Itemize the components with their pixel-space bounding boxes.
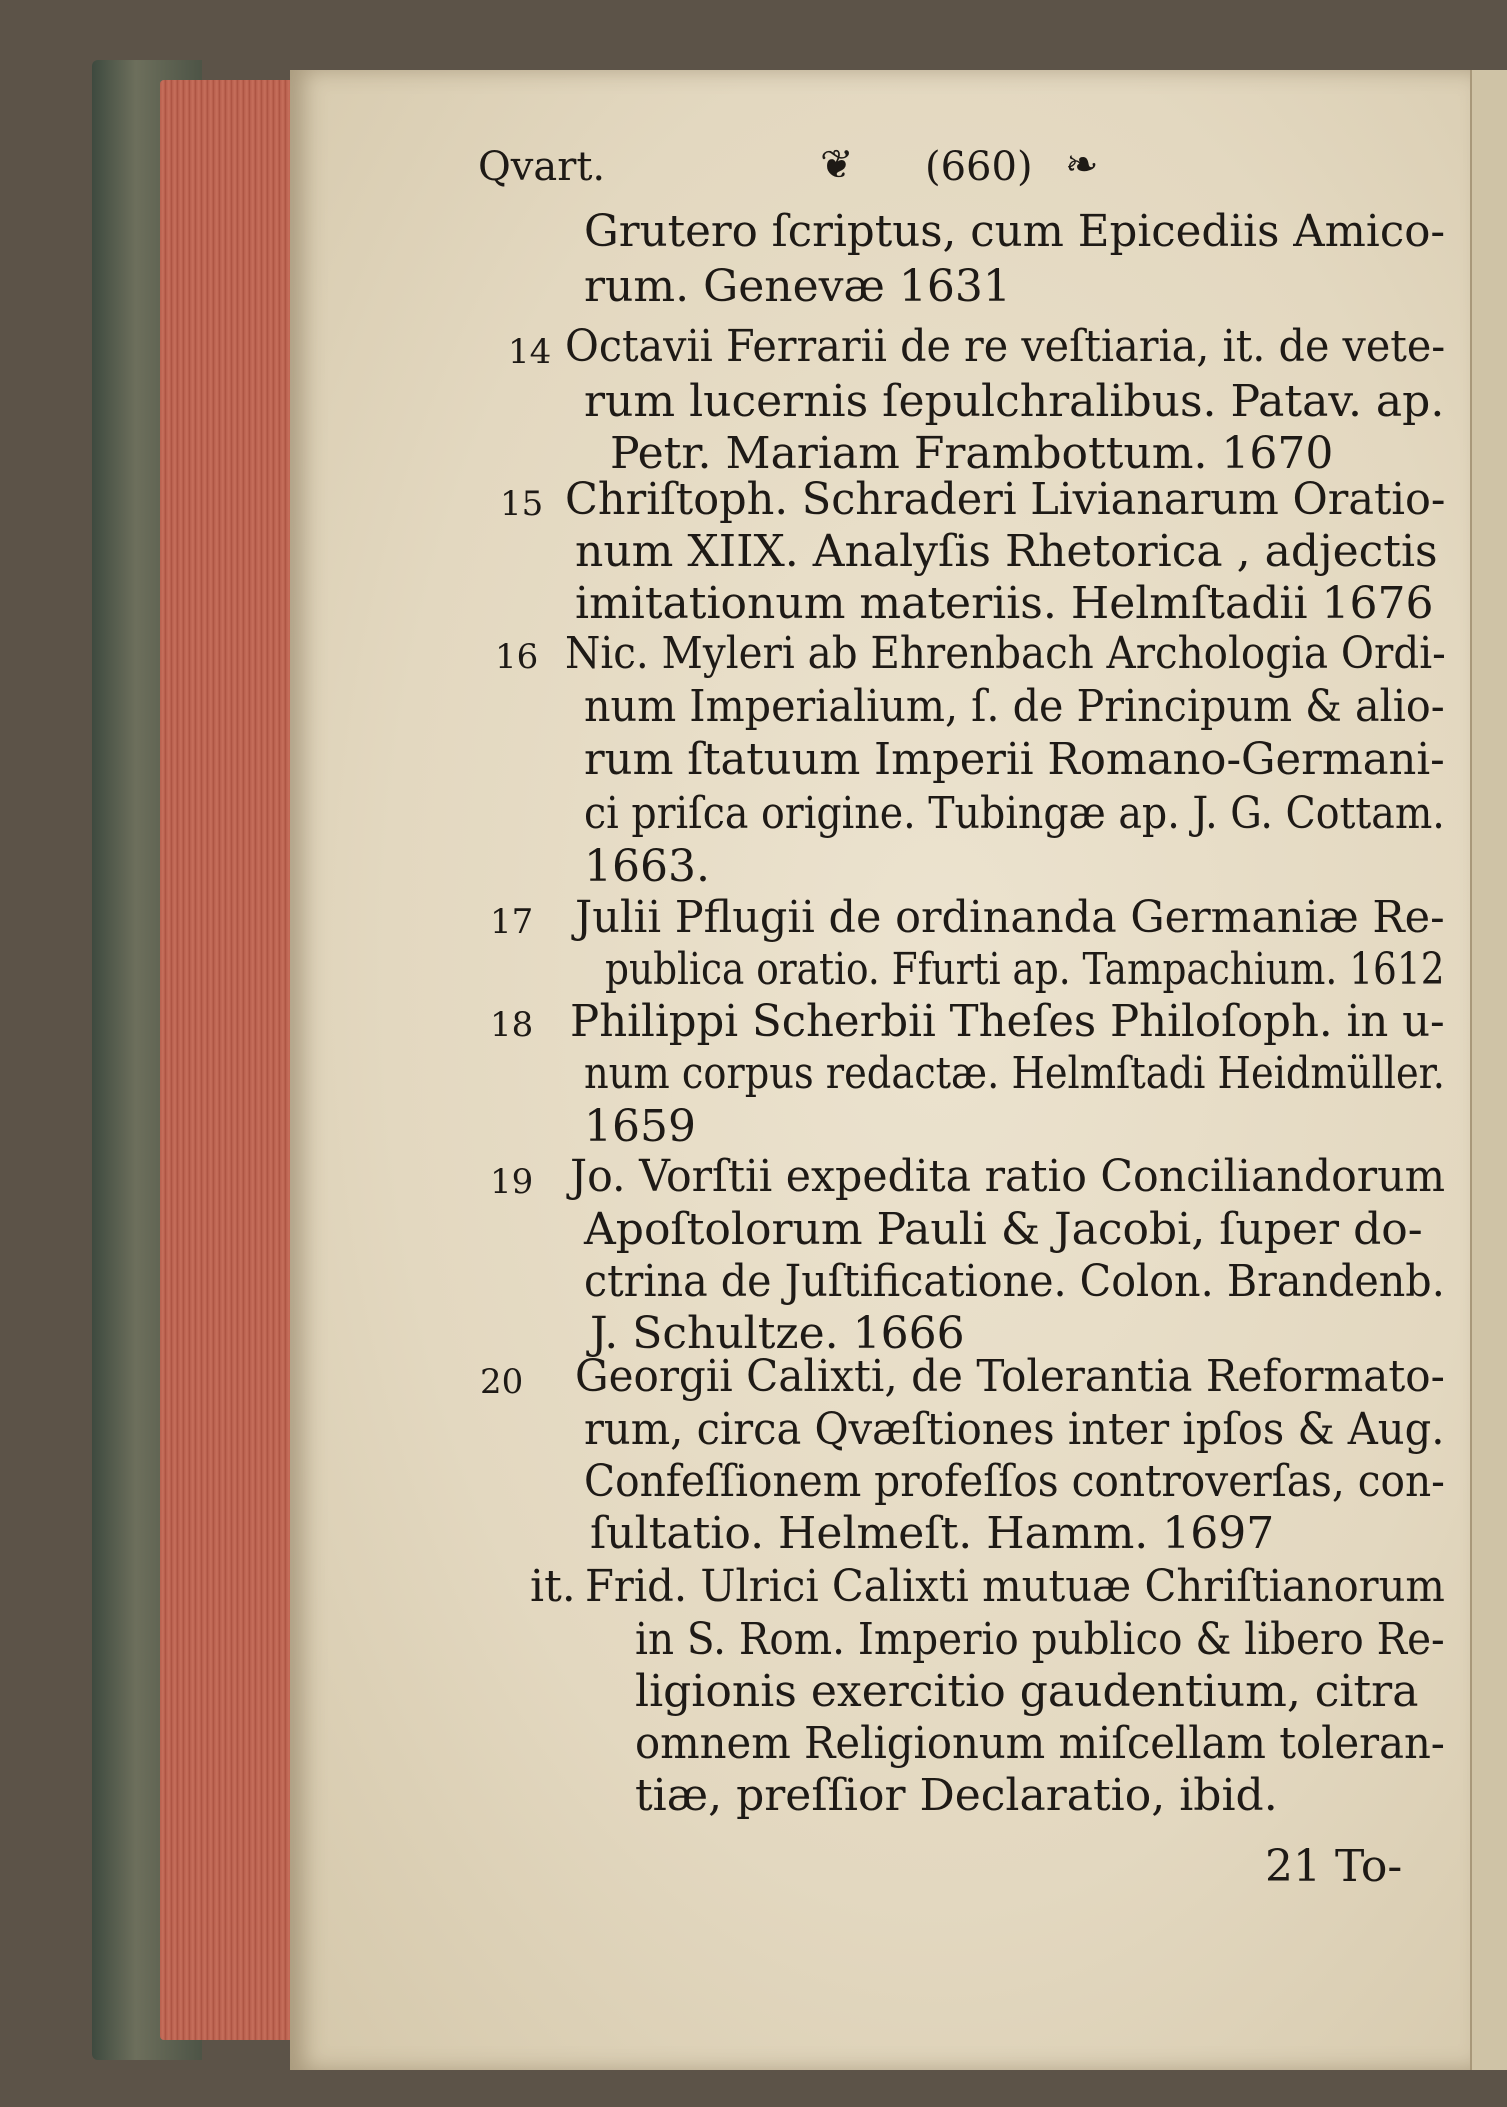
text-line: num Imperialium, ſ. de Principum & alio-	[584, 681, 1445, 732]
text-line: Georgii Calixti, de Tolerantia Reformato-	[575, 1351, 1445, 1402]
text-line: ci priſca origine. Tubingæ ap. J. G. Cottam.	[584, 788, 1445, 839]
entry-number: 14	[508, 332, 552, 372]
text-line: publica oratio. Ffurti ap. Tampachium. 1612	[605, 944, 1445, 995]
text-line: imitationum materiis. Helmſtadii 1676	[575, 578, 1434, 629]
text-line: rum, circa Qvæſtiones inter ipſos & Aug.	[584, 1404, 1445, 1455]
page-number: (660)	[925, 144, 1033, 190]
text-line: Octavii Ferrarii de re veſtiaria, it. de vete-	[565, 321, 1446, 372]
ornament-left-icon: ❦	[820, 142, 856, 188]
entry-number: 17	[490, 902, 534, 942]
ornament-right-icon: ❧	[1065, 142, 1101, 188]
text-line: rum lucernis ſepulchralibus. Patav. ap.	[584, 376, 1445, 427]
text-line: Frid. Ulrici Calixti mutuæ Chriſtianorum	[585, 1561, 1445, 1612]
entry-number: 19	[490, 1162, 534, 1202]
text-line: in S. Rom. Imperio publico & libero Re-	[635, 1614, 1445, 1665]
entry-number: it.	[530, 1561, 576, 1612]
text-line: ſultatio. Helmeſt. Hamm. 1697	[590, 1508, 1275, 1559]
entry-number: 16	[495, 637, 539, 677]
text-line: ligionis exercitio gaudentium, citra	[635, 1666, 1419, 1717]
text-line: rum ſtatuum Imperii Romano-Germani-	[584, 734, 1445, 785]
text-line: Chriſtoph. Schraderi Livianarum Oratio-	[565, 474, 1446, 525]
text-line: tiæ, preſſior Declaratio, ibid.	[635, 1770, 1278, 1821]
text-line: Confeſſionem profeſſos controverſas, con-	[584, 1456, 1445, 1507]
text-line: num XIIX. Analyſis Rhetorica , adjectis	[575, 526, 1438, 577]
text-line: Nic. Myleri ab Ehrenbach Archologia Ordi-	[565, 628, 1446, 679]
text-line: ctrina de Juſtificatione. Colon. Brandenb.	[584, 1256, 1445, 1307]
entry-number: 20	[480, 1362, 524, 1402]
text-line: num corpus redactæ. Helmſtadi Heidmüller.	[584, 1048, 1445, 1099]
text-line: Jo. Vorſtii expedita ratio Conciliandorum	[570, 1151, 1446, 1202]
text-line: omnem Religionum miſcellam toleran-	[635, 1718, 1445, 1769]
text-line: Julii Pflugii de ordinanda Germaniæ Re-	[575, 892, 1445, 943]
text-line: Grutero ſcriptus, cum Epicediis Amico-	[584, 206, 1446, 257]
entry-number: 15	[500, 484, 544, 524]
text-line: 1663.	[584, 841, 710, 892]
text-line: rum. Genevæ 1631	[584, 261, 1011, 312]
text-line: J. Schultze. 1666	[590, 1308, 965, 1359]
catchword: 21 To-	[1265, 1841, 1403, 1892]
text-line: Philippi Scherbii Theſes Philoſoph. in u-	[570, 996, 1445, 1047]
running-head: Qvart.	[478, 144, 606, 190]
text-line: 1659	[584, 1101, 696, 1152]
entry-number: 18	[490, 1005, 534, 1045]
text-line: Apoſtolorum Pauli & Jacobi, ſuper do-	[584, 1204, 1423, 1255]
text-line: Petr. Mariam Frambottum. 1670	[610, 428, 1334, 479]
